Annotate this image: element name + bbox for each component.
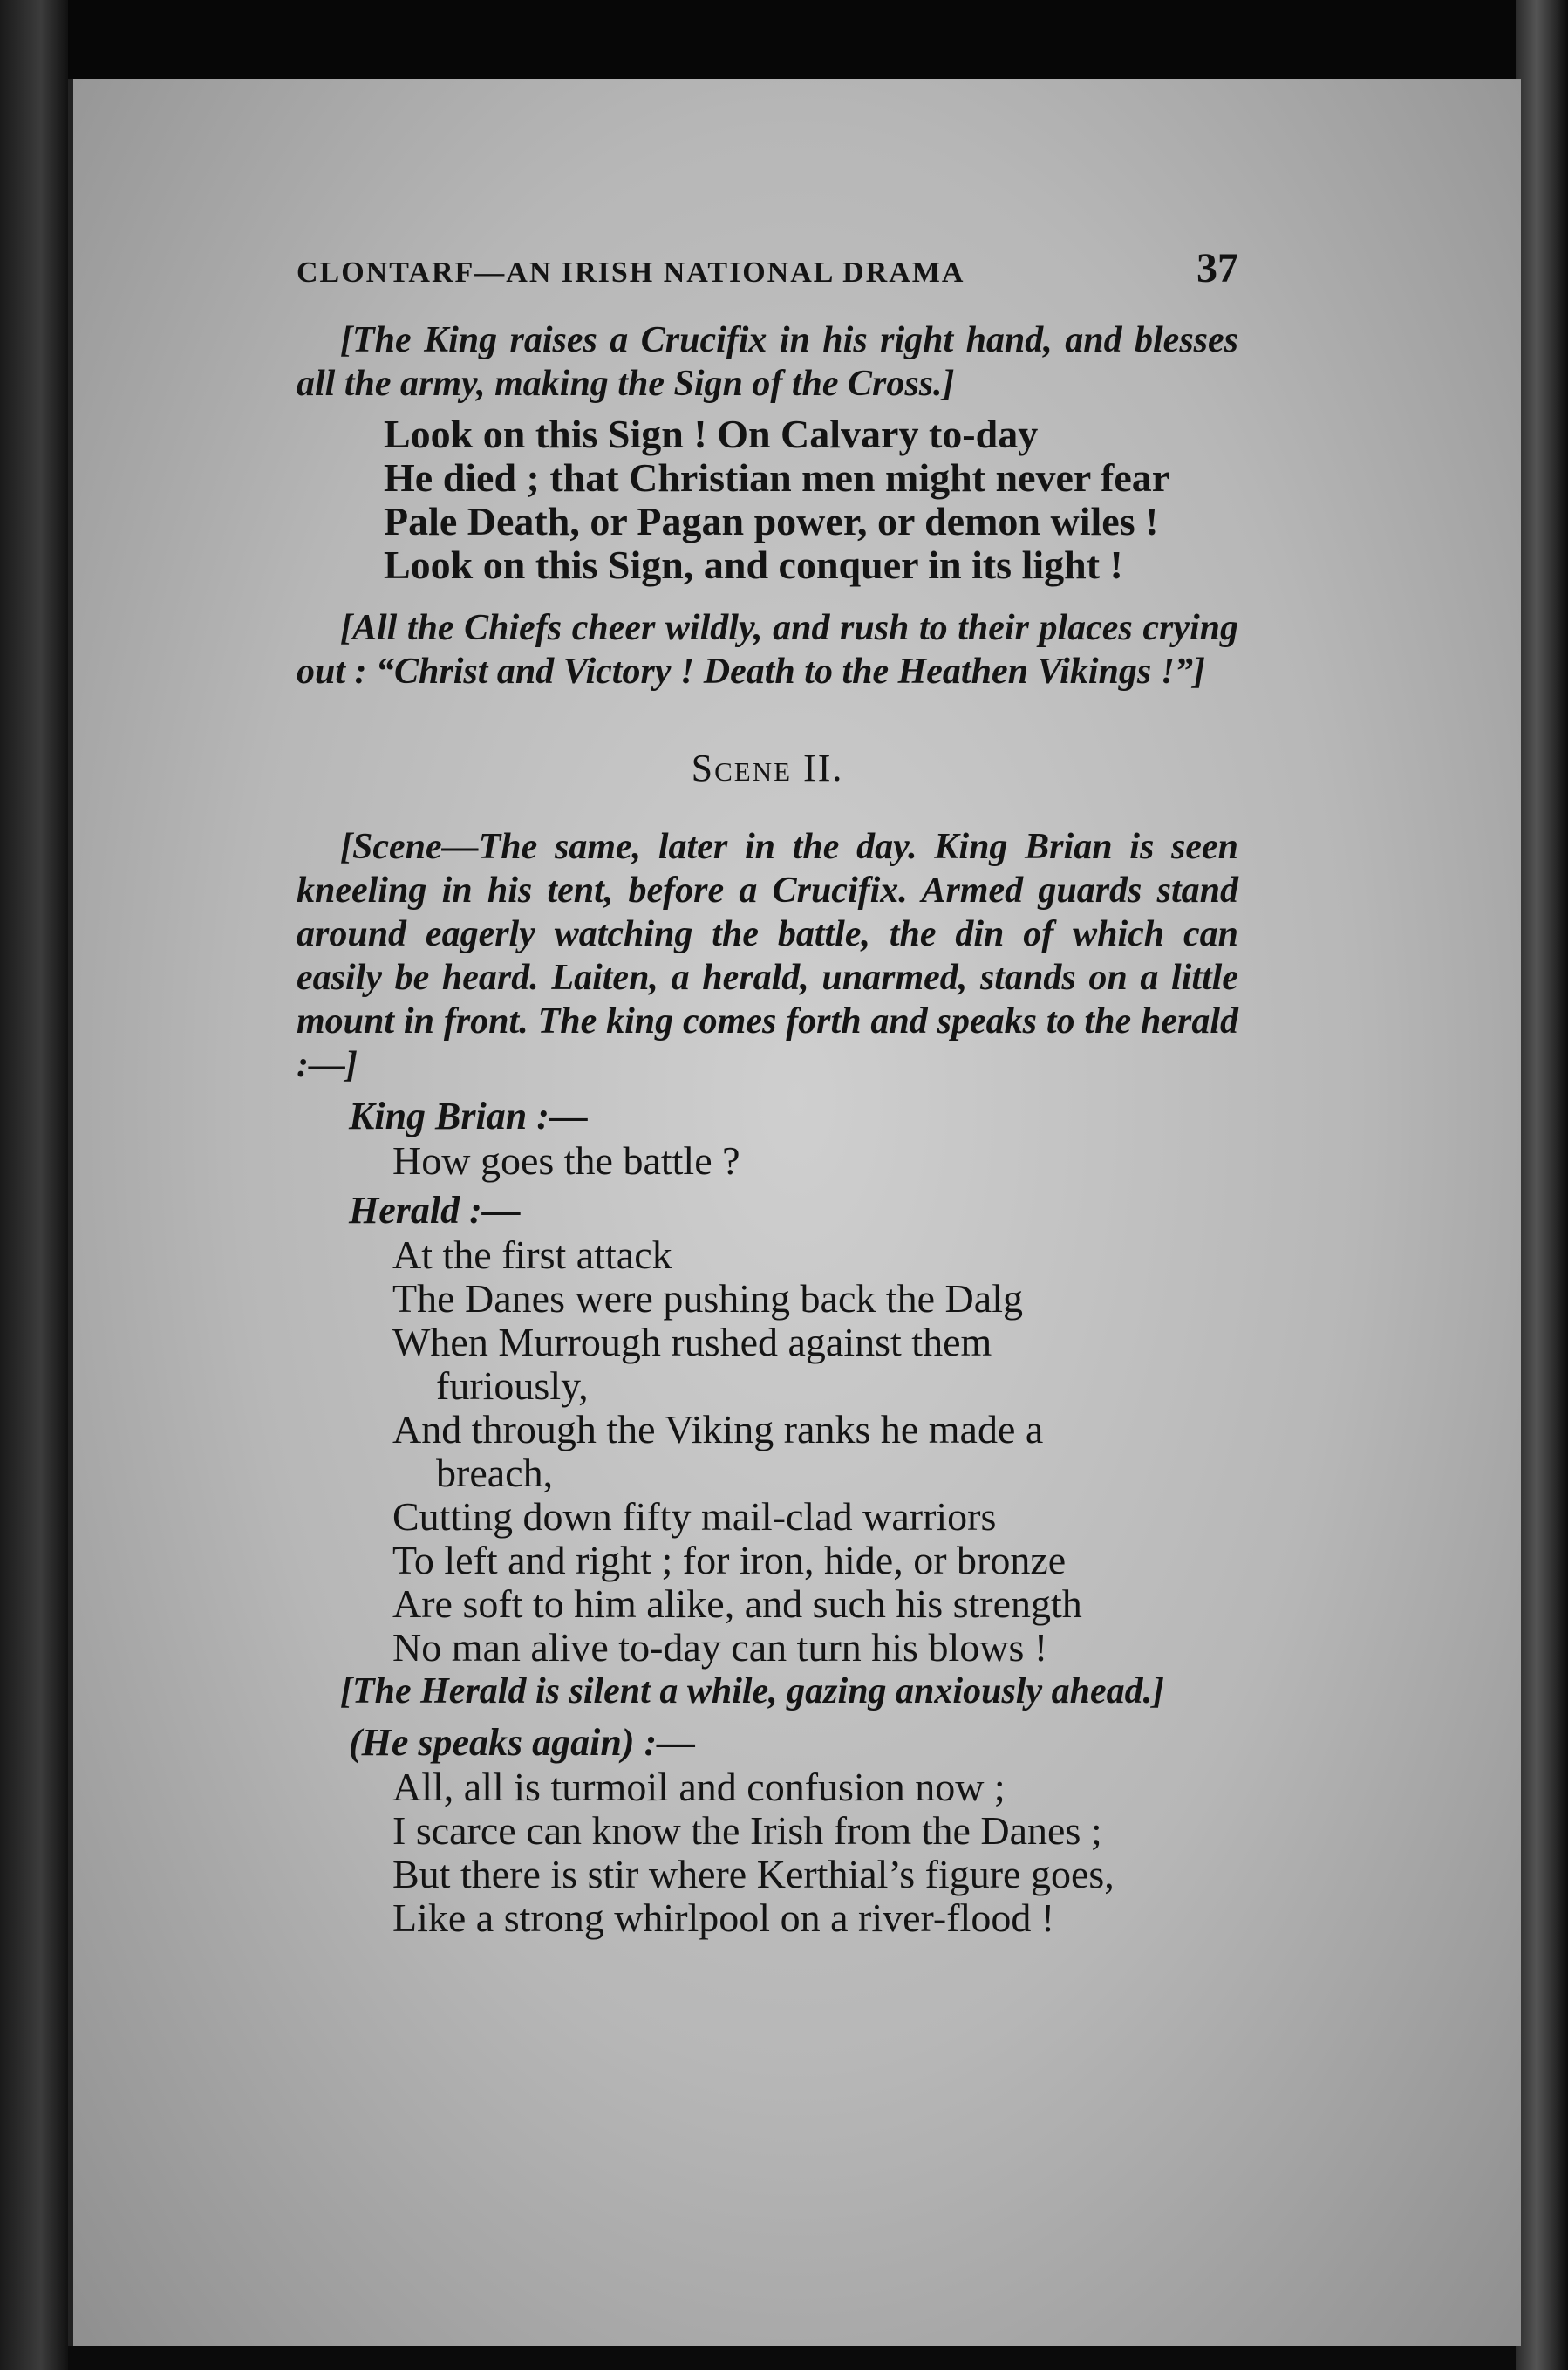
running-head [297, 244, 1238, 292]
scan-border-left [0, 0, 68, 2370]
verse-line: Look on this Sign, and conquer in its light ! [384, 543, 1123, 587]
herald-speech [297, 1233, 1238, 1670]
verse-line: He died ; that Christian men might never fear [384, 455, 1170, 500]
speech-line: And through the Viking ranks he made a [392, 1407, 1044, 1451]
speech-line: No man alive to-day can turn his blows ! [392, 1625, 1048, 1670]
speech-line: But there is stir where Kerthial’s figure goes, [392, 1852, 1115, 1896]
speech-line: Cutting down fifty mail-clad warriors [392, 1494, 997, 1539]
speech-line-continued: furiously, [436, 1363, 589, 1408]
speech-line: When Murrough rushed against them [392, 1320, 992, 1364]
speech-line: I scarce can know the Irish from the Danes ; [392, 1808, 1102, 1853]
speaks-again: (He speaks again) :— [349, 1721, 696, 1764]
speech-line: The Danes were pushing back the Dalg [392, 1276, 1023, 1321]
verse-line: Look on this Sign ! On Calvary to-day [384, 412, 1039, 456]
page-number: 37 [1196, 245, 1238, 291]
scene-direction: [Scene—The same, later in the day. King Brian is seen kneeling in his tent, before a Crucifix. Armed guards stand around eagerly watching the battle, the din of which can easily be heard. Laiten, a herald, unarmed, stands on a little mount in front. The king comes forth and speaks to the herald :—] [297, 827, 1238, 1085]
verse-line: Pale Death, or Pagan power, or demon wiles ! [384, 499, 1159, 543]
scene-title: Scene II. [691, 747, 844, 789]
speech-line: How goes the battle ? [392, 1138, 740, 1183]
speech-line-continued: breach, [436, 1451, 554, 1495]
stage-direction-herald-silent: [The Herald is silent a while, gazing anxiously ahead.] [340, 1671, 1165, 1711]
speech-line: At the first attack [392, 1233, 672, 1277]
speech-line: To left and right ; for iron, hide, or bronze [392, 1538, 1067, 1582]
scan-border-right [1516, 0, 1568, 2370]
stage-direction-chiefs: [All the Chiefs cheer wildly, and rush to their places crying out : “Christ and Victory ! Death to the Heathen Vikings !”] [297, 608, 1238, 692]
stage-direction-crucifix: [The King raises a Crucifix in his right hand, and blesses all the army, making the Sign of the Cross.] [297, 320, 1238, 404]
herald-speech-2 [297, 1766, 1238, 1940]
speech-line: Like a strong whirlpool on a river-flood ! [392, 1895, 1055, 1940]
page-content [297, 244, 1238, 1940]
speech-line: All, all is turmoil and confusion now ; [392, 1765, 1006, 1809]
running-title: CLONTARF—AN IRISH NATIONAL DRAMA [297, 256, 965, 289]
speech-line: Are soft to him alike, and such his strength [392, 1581, 1082, 1626]
speaker-herald: Herald :— [349, 1189, 521, 1232]
scan-border-top [0, 0, 1568, 79]
king-brian-speech [297, 1139, 1238, 1183]
king-verse [297, 413, 1238, 587]
speaker-king-brian: King Brian :— [349, 1095, 588, 1137]
